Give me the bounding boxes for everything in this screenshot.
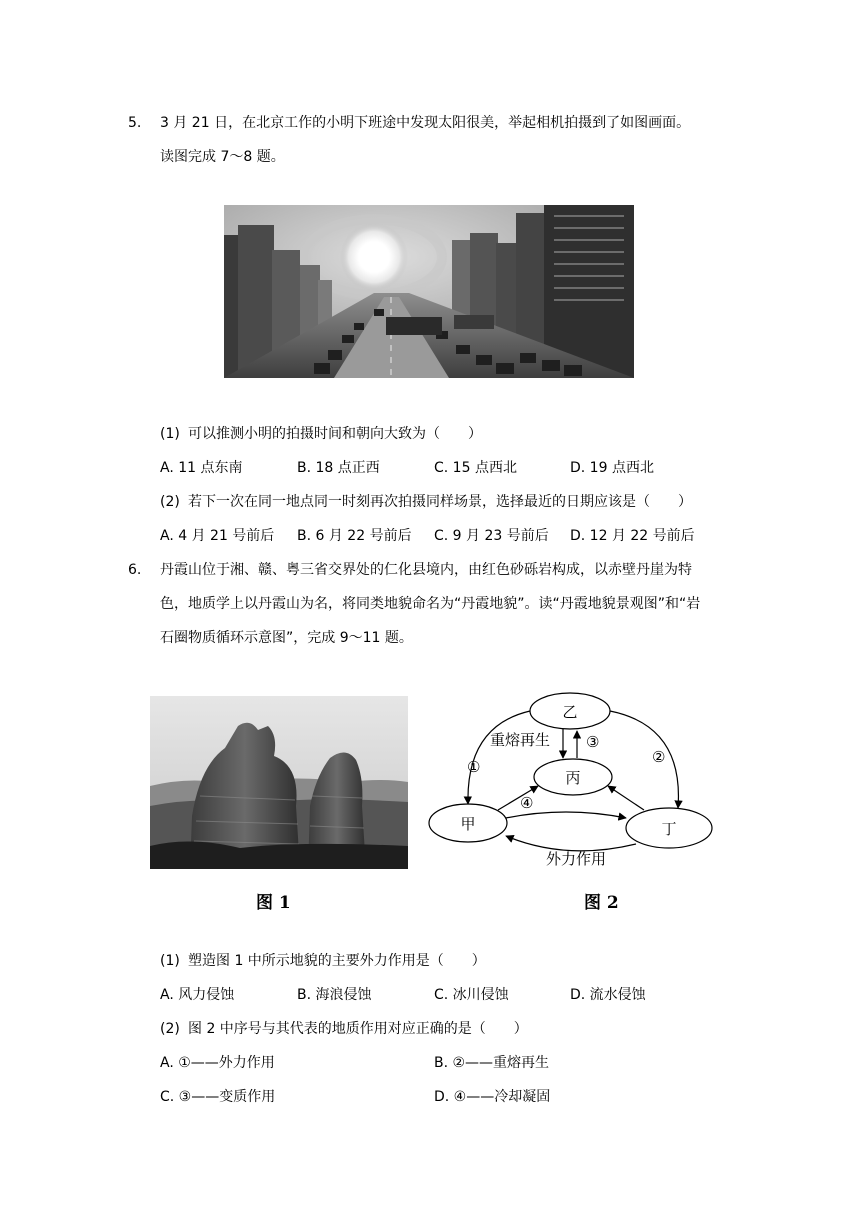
q6-sub1-option-b: B. 海浪侵蚀 (297, 987, 372, 1003)
q5-sub2-label: (2) (160, 494, 180, 510)
q5-sub1-label: (1) (160, 426, 180, 442)
q6-sub2-option-c: C. ③——变质作用 (160, 1089, 276, 1105)
question-5-stem-line2: 读图完成 7～8 题。 (160, 149, 285, 165)
question-6-stem-line2: 色，地质学上以丹霞山为名，将同类地貌命名为“丹霞地貌”。读“丹霞地貌景观图”和“岩 (160, 596, 701, 612)
question-6-stem-line3: 石圈物质循环示意图”，完成 9～11 题。 (160, 630, 413, 646)
q6-sub2-label: (2) (160, 1021, 180, 1037)
q5-sub1-option-c: C. 15 点西北 (434, 460, 517, 476)
q5-sub1-option-d: D. 19 点西北 (570, 460, 654, 476)
external-force-label: 外力作用 (546, 850, 607, 868)
q5-sub1-option-a: A. 11 点东南 (160, 460, 243, 476)
marker-1: ① (467, 758, 481, 776)
figure-2-caption: 图 2 (584, 893, 619, 913)
node-yi-label: 乙 (562, 703, 578, 721)
q6-sub1-option-c: C. 冰川侵蚀 (434, 987, 509, 1003)
q5-sub1-option-b: B. 18 点正西 (297, 460, 380, 476)
question-5-number: 5. (128, 115, 142, 131)
q5-sub2-option-c: C. 9 月 23 号前后 (434, 528, 549, 544)
q6-sub2-option-a: A. ①——外力作用 (160, 1055, 275, 1071)
q5-sub2-option-d: D. 12 月 22 号前后 (570, 528, 695, 544)
q6-sub2-option-d: D. ④——冷却凝固 (434, 1089, 551, 1105)
marker-3: ③ (586, 733, 600, 751)
q6-sub2-text: 图 2 中序号与其代表的地质作用对应正确的是（ ） (188, 1021, 528, 1037)
question-6-stem-line1: 丹霞山位于湘、赣、粤三省交界处的仁化县境内，由红色砂砾岩构成，以赤壁丹崖为特 (160, 562, 692, 578)
marker-2: ② (652, 748, 666, 766)
q5-sub2-option-b: B. 6 月 22 号前后 (297, 528, 412, 544)
q6-sub1-option-d: D. 流水侵蚀 (570, 987, 646, 1003)
q6-sub2-option-b: B. ②——重熔再生 (434, 1055, 550, 1071)
rock-cycle-diagram (426, 686, 718, 876)
node-jia-label: 甲 (460, 815, 476, 833)
q5-sub1-text: 可以推测小明的拍摄时间和朝向大致为（ ） (188, 426, 482, 442)
danxia-landform-photo (150, 696, 408, 869)
beijing-sunset-photo (224, 205, 634, 378)
node-ding-label: 丁 (661, 820, 677, 838)
q5-sub2-text: 若下一次在同一地点同一时刻再次拍摄同样场景，选择最近的日期应该是（ ） (188, 494, 692, 510)
figure-1-caption: 图 1 (256, 893, 291, 913)
q5-sub2-option-a: A. 4 月 21 号前后 (160, 528, 275, 544)
remelt-label: 重熔再生 (490, 731, 551, 749)
q6-sub1-option-a: A. 风力侵蚀 (160, 987, 235, 1003)
question-6-number: 6. (128, 562, 142, 578)
node-bing-label: 丙 (565, 769, 581, 787)
q6-sub1-label: (1) (160, 953, 180, 969)
question-5-stem-line1: 3 月 21 日，在北京工作的小明下班途中发现太阳很美，举起相机拍摄到了如图画面。 (160, 115, 691, 131)
q6-sub1-text: 塑造图 1 中所示地貌的主要外力作用是（ ） (188, 953, 486, 969)
marker-4: ④ (520, 794, 534, 812)
